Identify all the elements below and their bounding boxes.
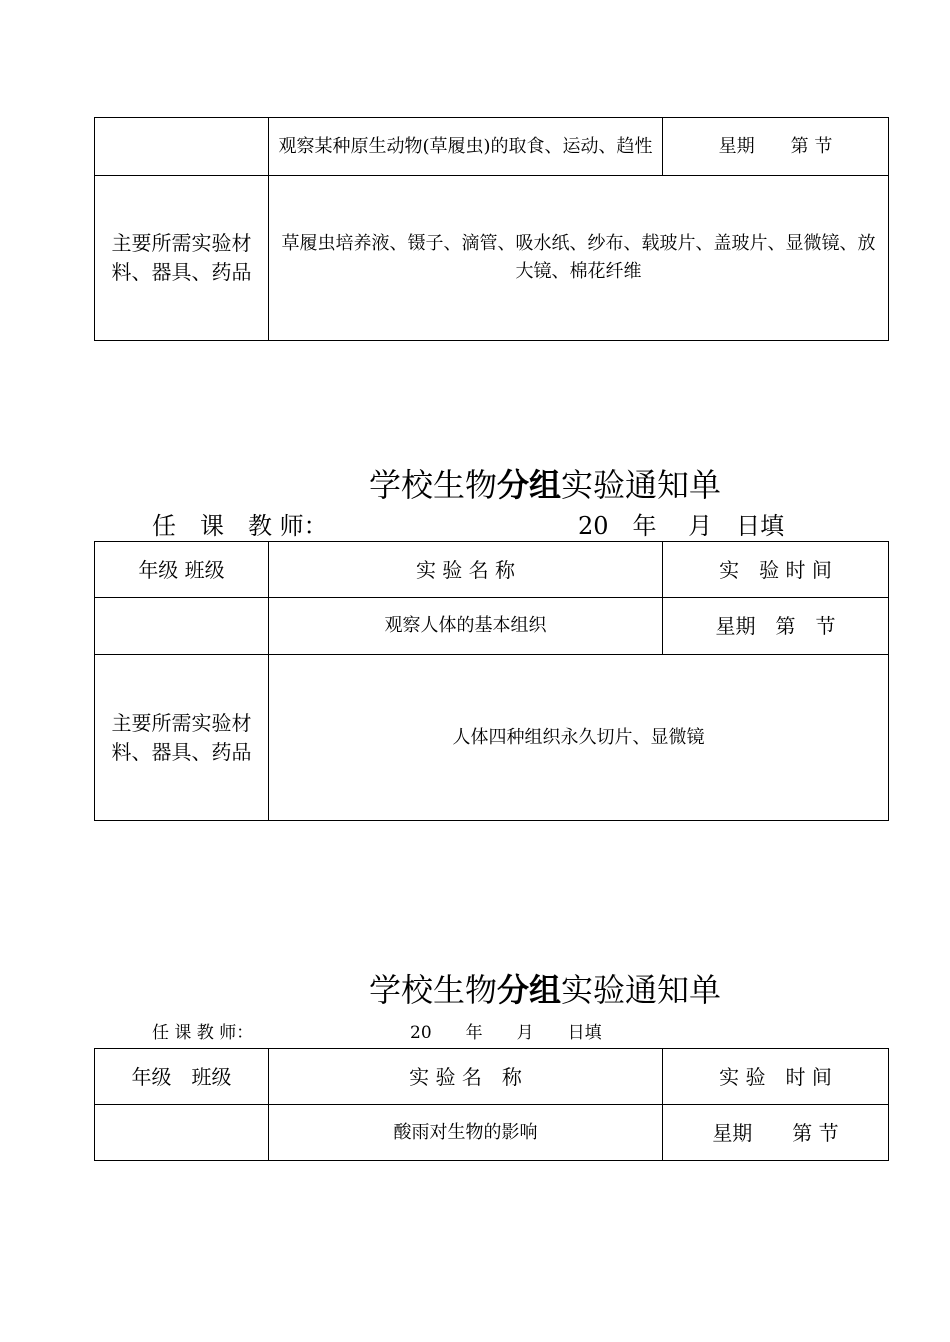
class-cell	[95, 118, 269, 176]
experiment-table-3	[94, 1048, 889, 1161]
class-cell	[95, 598, 269, 655]
table-row	[95, 118, 889, 176]
title-bold-part: 分组	[496, 466, 561, 504]
title-bold-part: 分组	[496, 971, 561, 1009]
materials-label-cell: 主要所需实验材料、器具、药品	[95, 176, 269, 341]
experiment-name-cell: 观察某种原生动物(草履虫)的取食、运动、趋性	[269, 118, 663, 176]
experiment-time-cell: 星期 第 节	[663, 1105, 889, 1161]
page-title	[0, 465, 950, 505]
experiment-time-header: 实 验 时 间	[663, 1049, 889, 1105]
title-part: 学校生物	[368, 466, 497, 504]
materials-label-cell: 主要所需实验材料、器具、药品	[95, 655, 269, 821]
materials-cell: 人体四种组织永久切片、显微镜	[269, 655, 889, 821]
experiment-table-2	[94, 541, 889, 821]
teacher-label: 任 课 教 师：	[152, 1023, 254, 1043]
experiment-name-cell: 观察人体的基本组织	[269, 598, 663, 655]
experiment-time-header: 实 验 时 间	[663, 542, 889, 598]
table-header-row	[95, 1049, 889, 1105]
table-row	[95, 1105, 889, 1161]
grade-class-header: 年级 班级	[95, 542, 269, 598]
title-part: 实验通知单	[561, 466, 722, 504]
table-row	[95, 655, 889, 821]
teacher-label: 任 课 教 师：	[152, 512, 328, 540]
experiment-table-1	[94, 117, 889, 341]
experiment-time-cell: 星期 第 节	[663, 118, 889, 176]
date-label: 20 年 月 日填	[578, 512, 785, 540]
date-label: 20 年 月 日填	[410, 1023, 602, 1043]
table-row	[95, 598, 889, 655]
experiment-name-header: 实 验 名 称	[269, 542, 663, 598]
experiment-time-cell: 星期 第 节	[663, 598, 889, 655]
title-part: 实验通知单	[561, 971, 722, 1009]
experiment-name-cell: 酸雨对生物的影响	[269, 1105, 663, 1161]
experiment-name-header: 实 验 名 称	[269, 1049, 663, 1105]
table-row	[95, 176, 889, 341]
materials-cell: 草履虫培养液、镊子、滴管、吸水纸、纱布、载玻片、盖玻片、显微镜、放大镜、棉花纤维	[269, 176, 889, 341]
class-cell	[95, 1105, 269, 1161]
page-title	[0, 970, 950, 1010]
title-part: 学校生物	[368, 971, 497, 1009]
grade-class-header: 年级 班级	[95, 1049, 269, 1105]
table-header-row	[95, 542, 889, 598]
